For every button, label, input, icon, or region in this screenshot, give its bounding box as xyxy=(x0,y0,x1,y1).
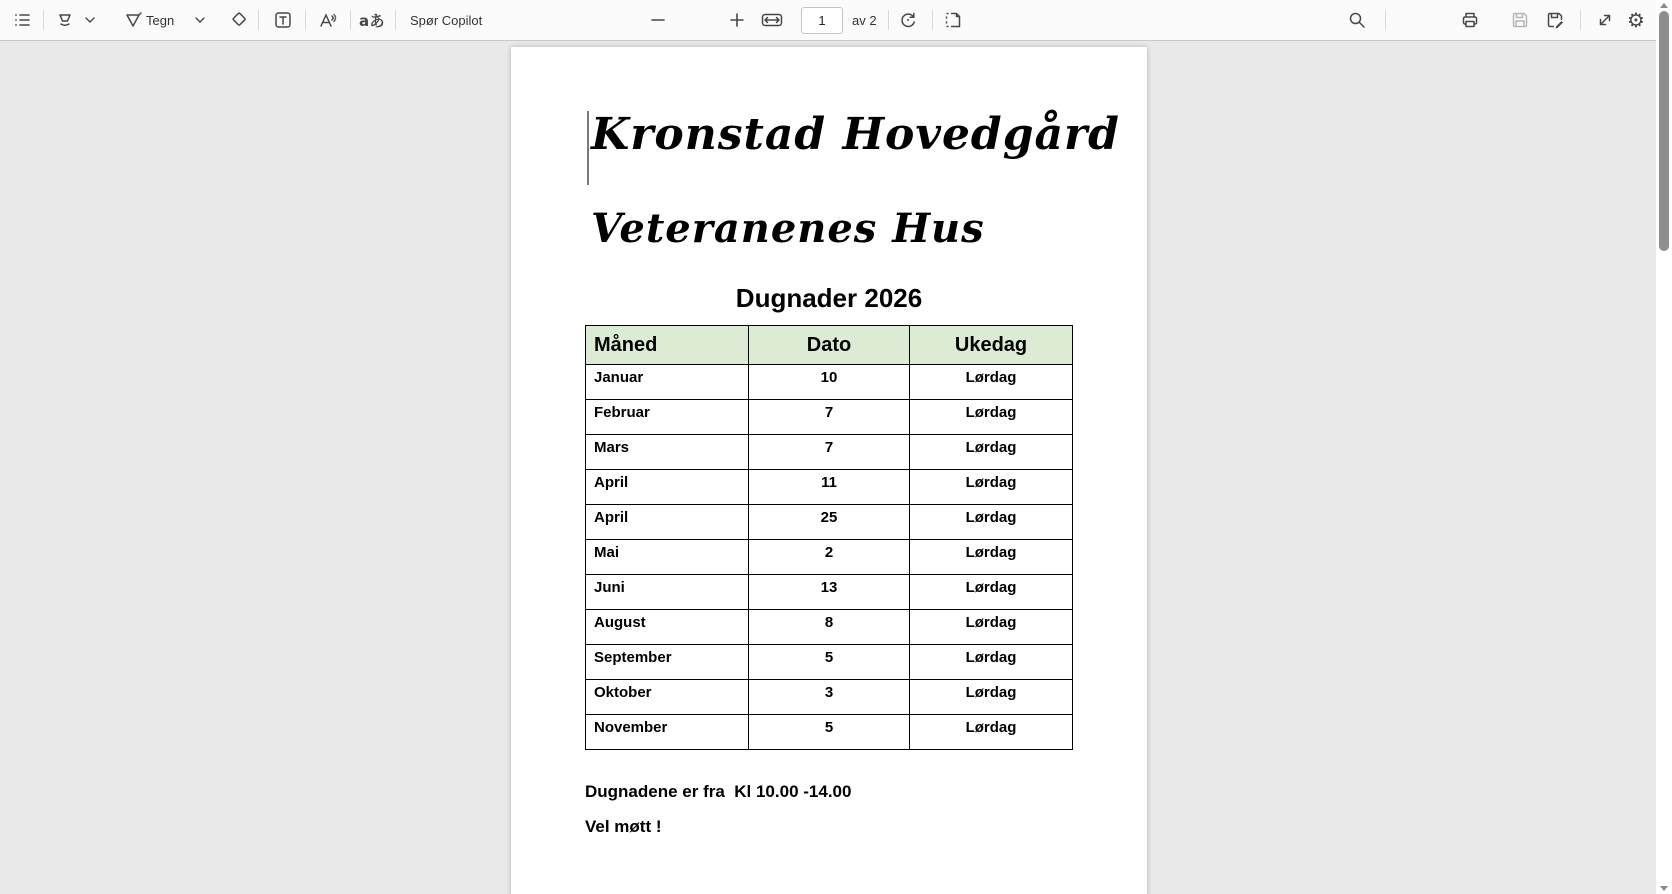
highlighter-icon xyxy=(55,10,75,30)
document-title-line1: Kronstad Hovedgård xyxy=(591,109,1120,160)
cell-weekday: Lørdag xyxy=(910,645,1073,680)
table-row xyxy=(586,505,1073,540)
toolbar-divider xyxy=(932,10,933,30)
fullscreen-icon xyxy=(1595,10,1615,30)
toolbar-divider xyxy=(350,10,351,30)
save-button xyxy=(1506,6,1534,34)
table-row xyxy=(586,470,1073,505)
table-row xyxy=(586,645,1073,680)
highlight-options-chevron[interactable] xyxy=(81,11,99,29)
cell-date: 5 xyxy=(749,715,910,750)
cell-weekday: Lørdag xyxy=(910,680,1073,715)
toolbar-divider xyxy=(1580,10,1581,30)
erase-button[interactable] xyxy=(226,6,254,34)
document-title-line2: Veteranenes Hus xyxy=(591,205,985,252)
draw-button[interactable] xyxy=(119,6,147,34)
search-icon xyxy=(1347,10,1367,30)
dugnad-table xyxy=(585,325,1073,750)
minus-icon xyxy=(650,12,666,28)
fit-to-width-button[interactable] xyxy=(758,6,786,34)
footer-welcome-text: Vel møtt ! xyxy=(585,817,662,836)
translate-button[interactable] xyxy=(358,6,386,34)
table-row xyxy=(586,715,1073,750)
page-number-input[interactable] xyxy=(801,7,843,34)
footer-hours-text: Dugnadene er fra Kl 10.00 -14.00 xyxy=(585,782,852,801)
toolbar-divider xyxy=(258,10,259,30)
plus-icon xyxy=(729,12,745,28)
cell-weekday: Lørdag xyxy=(910,435,1073,470)
cell-date: 25 xyxy=(749,505,910,540)
cell-month: April xyxy=(586,470,749,505)
pdf-toolbar xyxy=(0,0,1656,41)
cell-weekday: Lørdag xyxy=(910,540,1073,575)
cell-weekday: Lørdag xyxy=(910,610,1073,645)
cell-month: April xyxy=(586,505,749,540)
cell-date: 10 xyxy=(749,365,910,400)
toolbar-divider xyxy=(1385,10,1386,30)
table-row xyxy=(586,400,1073,435)
search-button[interactable] xyxy=(1343,6,1371,34)
cell-date: 11 xyxy=(749,470,910,505)
cell-month: September xyxy=(586,645,749,680)
scroll-up-arrow-icon[interactable] xyxy=(1660,3,1668,8)
cell-month: Oktober xyxy=(586,680,749,715)
text-box-icon xyxy=(273,10,293,30)
cell-weekday: Lørdag xyxy=(910,715,1073,750)
cell-month: Juni xyxy=(586,575,749,610)
page-view-icon xyxy=(943,10,963,30)
cell-date: 13 xyxy=(749,575,910,610)
table-row xyxy=(586,540,1073,575)
table-row xyxy=(586,435,1073,470)
cell-weekday: Lørdag xyxy=(910,575,1073,610)
draw-label[interactable]: Tegn xyxy=(146,0,174,41)
table-row xyxy=(586,575,1073,610)
cell-weekday: Lørdag xyxy=(910,505,1073,540)
col-header-maned: Måned xyxy=(586,326,749,365)
fit-width-icon xyxy=(761,12,783,28)
draw-options-chevron[interactable] xyxy=(191,11,209,29)
print-button[interactable] xyxy=(1456,6,1484,34)
ask-copilot-button[interactable]: Spør Copilot xyxy=(410,0,482,41)
toolbar-divider xyxy=(305,10,306,30)
cell-month: Januar xyxy=(586,365,749,400)
settings-button[interactable] xyxy=(1622,6,1650,34)
cell-month: August xyxy=(586,610,749,645)
scrollbar-thumb[interactable] xyxy=(1659,11,1669,251)
cell-date: 3 xyxy=(749,680,910,715)
col-header-ukedag: Ukedag xyxy=(910,326,1073,365)
pen-icon xyxy=(123,10,143,30)
outline-icon xyxy=(12,10,32,30)
print-icon xyxy=(1460,10,1480,30)
cell-date: 7 xyxy=(749,435,910,470)
cell-month: November xyxy=(586,715,749,750)
add-text-button[interactable] xyxy=(269,6,297,34)
save-as-button[interactable] xyxy=(1541,6,1569,34)
pdf-canvas xyxy=(0,42,1656,894)
toolbar-divider xyxy=(395,10,396,30)
cell-date: 2 xyxy=(749,540,910,575)
toolbar-divider xyxy=(888,10,889,30)
save-as-icon xyxy=(1545,10,1565,30)
translate-icon: aあ xyxy=(358,11,386,30)
gear-icon: ⚙ xyxy=(1627,8,1645,32)
cell-month: Februar xyxy=(586,400,749,435)
zoom-out-button[interactable] xyxy=(644,6,672,34)
cell-month: Mai xyxy=(586,540,749,575)
rotate-icon xyxy=(898,10,918,30)
toolbar-divider xyxy=(43,10,44,30)
vertical-scrollbar[interactable] xyxy=(1656,0,1672,894)
highlight-button[interactable] xyxy=(51,6,79,34)
table-header-row xyxy=(586,326,1073,365)
cell-weekday: Lørdag xyxy=(910,400,1073,435)
eraser-icon xyxy=(230,10,250,30)
table-row xyxy=(586,680,1073,715)
cell-weekday: Lørdag xyxy=(910,470,1073,505)
table-row xyxy=(586,610,1073,645)
table-row xyxy=(586,365,1073,400)
cell-weekday: Lørdag xyxy=(910,365,1073,400)
cell-date: 5 xyxy=(749,645,910,680)
page-view-button[interactable] xyxy=(939,6,967,34)
page-count-label: av 2 xyxy=(852,13,877,28)
text-caret xyxy=(587,111,589,185)
read-aloud-icon xyxy=(317,10,337,30)
document-outline-button[interactable] xyxy=(8,6,36,34)
save-icon xyxy=(1510,10,1530,30)
col-header-dato: Dato xyxy=(749,326,910,365)
document-heading: Dugnader 2026 xyxy=(735,283,923,313)
read-aloud-button[interactable] xyxy=(313,6,341,34)
cell-month: Mars xyxy=(586,435,749,470)
scroll-down-arrow-icon[interactable] xyxy=(1660,886,1668,891)
cell-date: 8 xyxy=(749,610,910,645)
rotate-button[interactable] xyxy=(894,6,922,34)
cell-date: 7 xyxy=(749,400,910,435)
zoom-in-button[interactable] xyxy=(723,6,751,34)
pdf-page xyxy=(511,47,1147,894)
fullscreen-button[interactable] xyxy=(1591,6,1619,34)
